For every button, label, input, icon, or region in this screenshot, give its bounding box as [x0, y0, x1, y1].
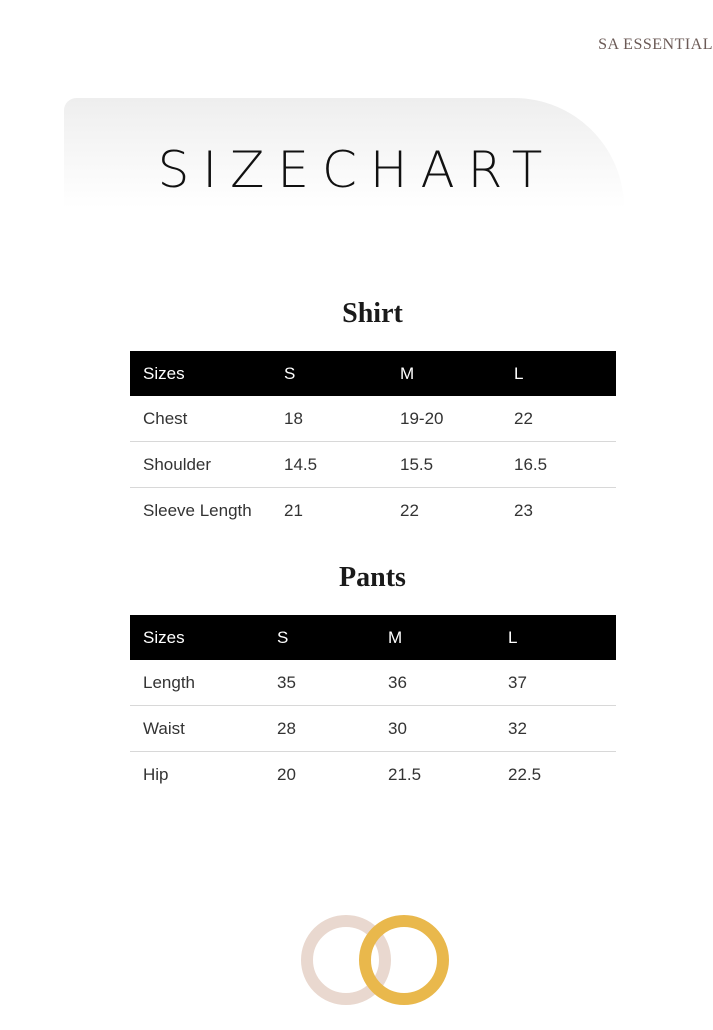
- shirt-heading: Shirt: [342, 298, 403, 329]
- pants-size-table: [130, 615, 616, 797]
- column-header: L: [495, 615, 616, 660]
- table-row: [130, 752, 616, 798]
- measurement-label: Sleeve Length: [143, 500, 252, 520]
- table-row: [130, 660, 616, 706]
- table-cell: 21.5: [388, 764, 422, 784]
- table-row: [130, 488, 616, 534]
- column-header: M: [375, 615, 495, 660]
- interlocking-rings-icon: [298, 910, 454, 1010]
- column-header: M: [387, 351, 501, 396]
- measurement-label: Length: [130, 660, 264, 706]
- table-row: [130, 442, 616, 488]
- table-cell: 35: [264, 660, 375, 706]
- measurement-label: Chest: [130, 396, 271, 442]
- table-cell: 21: [284, 500, 303, 520]
- table-header-row: [130, 615, 616, 660]
- table-cell: 37: [495, 660, 616, 706]
- table-cell: 22: [501, 396, 616, 442]
- table-cell: 20: [277, 764, 296, 784]
- right-ring-icon: [365, 921, 443, 999]
- column-header: L: [501, 351, 616, 396]
- table-cell: 36: [375, 660, 495, 706]
- table-cell: 16.5: [501, 442, 616, 488]
- column-header: Sizes: [130, 615, 264, 660]
- measurement-label: Shoulder: [130, 442, 271, 488]
- table-row: [130, 706, 616, 752]
- column-header: S: [264, 615, 375, 660]
- table-cell: 14.5: [271, 442, 387, 488]
- measurement-label: Waist: [130, 706, 264, 752]
- column-header: Sizes: [130, 351, 271, 396]
- pants-heading: Pants: [339, 562, 406, 593]
- table-cell: 23: [514, 500, 533, 520]
- table-cell: 28: [264, 706, 375, 752]
- table-cell: 32: [495, 706, 616, 752]
- table-header-row: [130, 351, 616, 396]
- table-row: [130, 396, 616, 442]
- table-cell: 19-20: [387, 396, 501, 442]
- table-cell: 15.5: [387, 442, 501, 488]
- table-cell: 18: [271, 396, 387, 442]
- column-header: S: [271, 351, 387, 396]
- table-cell: 22.5: [508, 764, 542, 784]
- table-cell: 30: [375, 706, 495, 752]
- brand-name: SA ESSENTIAL: [598, 36, 713, 53]
- measurement-label: Hip: [143, 764, 169, 784]
- shirt-size-table: [130, 351, 616, 533]
- table-cell: 22: [400, 500, 419, 520]
- page-title: SIZECHART: [157, 141, 556, 199]
